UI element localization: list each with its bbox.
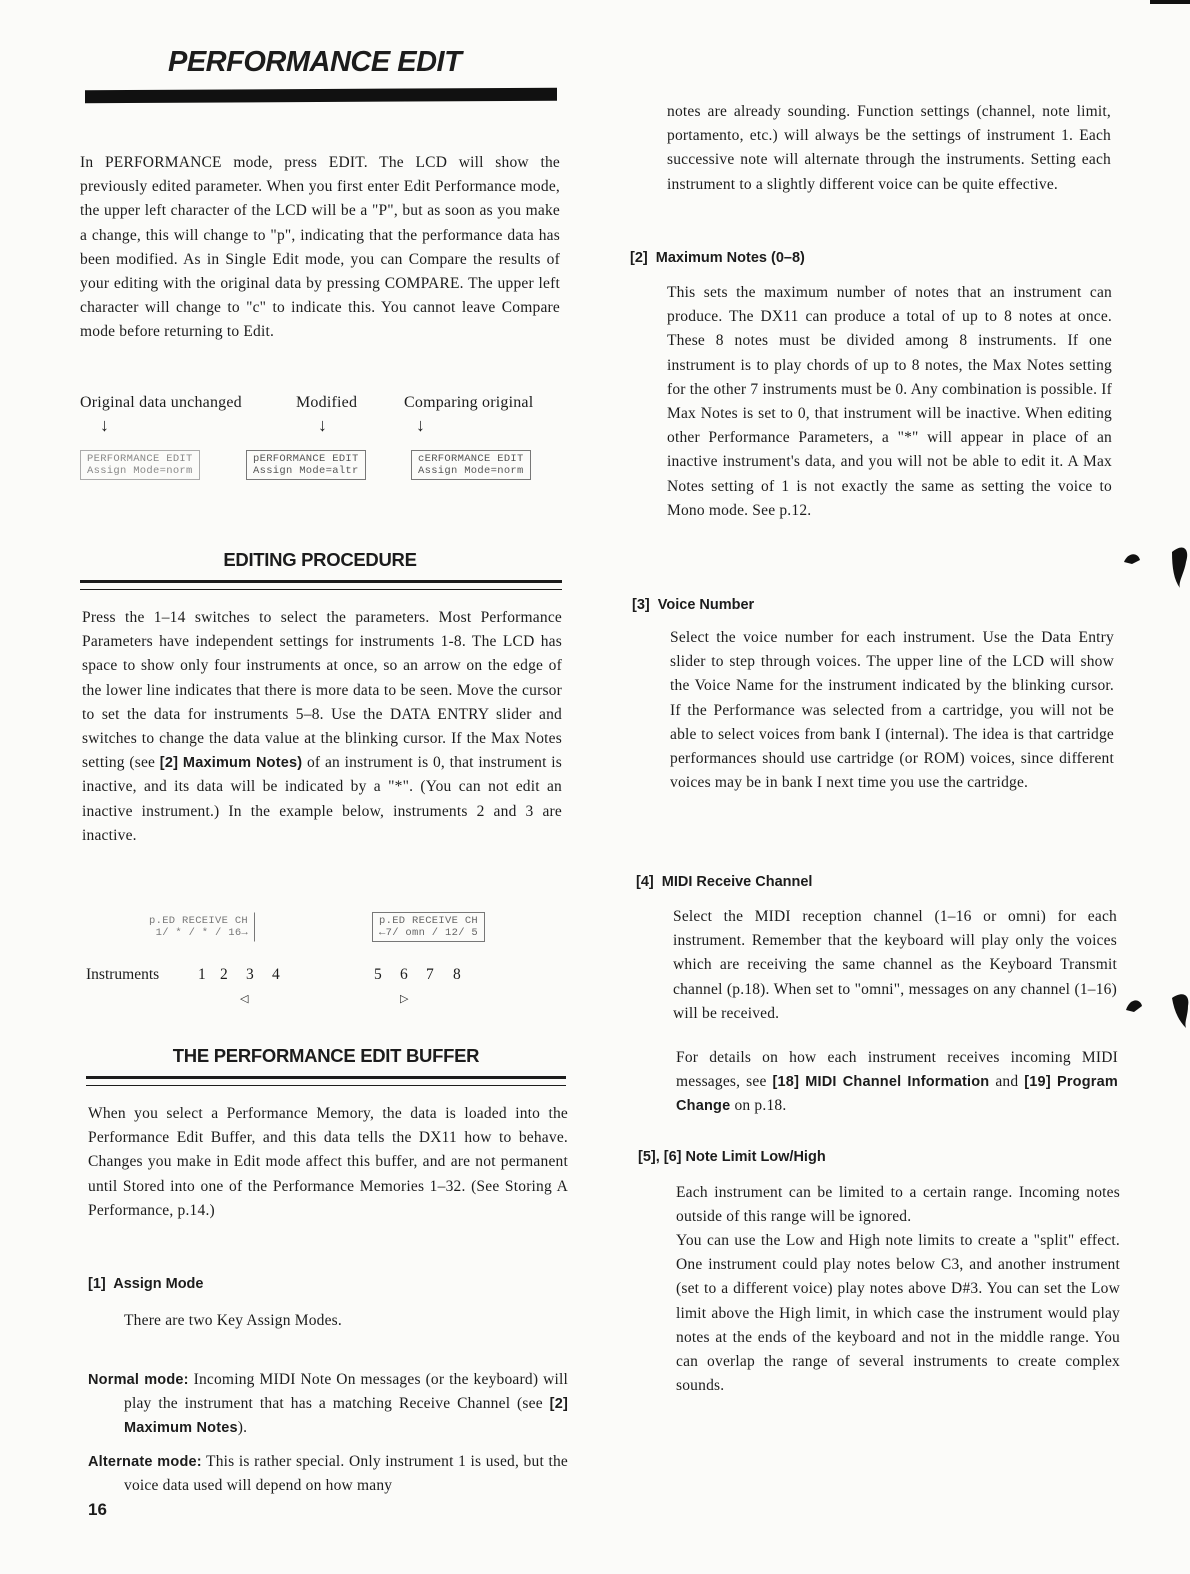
binding-mark [1118,540,1190,590]
voice-number-heading: [3] Voice Number [632,597,755,613]
program-change-ref: [19] Program Change [676,1074,1118,1115]
lcd-line-2: Assign Mode=altr [253,465,359,477]
alternate-mode-text: This is rather special. Only instrument 1 is used, but the voice data used will depend on how many [124,1453,569,1495]
section-rule [80,580,562,590]
title-bar [85,88,557,103]
normal-mode-paragraph [88,1368,568,1441]
voice-number-paragraph: Select the voice number for each instrument. Use the Data Entry slider to step through voices. The upper line of the LCD will show the Voice Name for the instrument indicated by the blinking cursor. If the Performance was selected from a cartridge, you will not be able to select voices from bank I (internal). The idea is that cartridge performances should use cartridge (or ROM) voices, since different voices may be in bank I next time you use the cartridge. [670,629,1114,792]
alternate-mode-paragraph [88,1450,568,1498]
section-rule [86,1076,566,1086]
lcd-screen-modified [246,450,366,480]
page-number: 16 [88,1500,107,1519]
lcd-line-2: Assign Mode=norm [418,465,524,477]
editing-procedure-paragraph [82,606,562,848]
lcd-receive-ch-left [142,912,255,942]
maximum-notes-heading: [2] Maximum Notes (0–8) [630,250,805,266]
midi-details-end: on p.18. [734,1097,787,1115]
normal-mode-text: Incoming MIDI Note On messages (or the keyboard) will play the instrument that has a matching Receive Channel (see [124,1371,568,1413]
right-arrow-icon: ▷ [400,992,409,1005]
lcd-line-1: cERFORMANCE EDIT [418,453,524,465]
maximum-notes-ref: [2] Maximum Notes) [159,755,303,772]
instrument-number: 7 [426,966,434,983]
page-title: PERFORMANCE EDIT [168,46,462,78]
lcd-line-2: Assign Mode=norm [87,465,193,477]
note-limit-split-paragraph: You can use the Low and High note limits to create a "split" effect. One instrument could play notes below C3, and another instrument (set to a different voice) play notes above D#3. You can set the Low limit above the High limit, in which case the instrument would play notes at the ends of the keyboard and not in the middle range. You can overlap the range of several instruments to create complex sounds. [676,1232,1120,1395]
instrument-number: 6 [400,966,408,983]
note-limit-heading: [5], [6] Note Limit Low/High [638,1149,826,1165]
lcd-line-2: ←7/ omn / 12/ 5 [379,927,479,939]
instrument-number: 1 [198,966,206,983]
lcd-receive-ch-right [372,912,485,942]
instrument-number: 4 [272,966,280,983]
maximum-notes-ref: [2] Maximum Notes [124,1396,568,1437]
midi-receive-paragraph: Select the MIDI reception channel (1–16 or omni) for each instrument. Remember that the keyboard will play only the voices which are receiving the same channel as the Keyboard Transmit channel (p.18). When set to "omni", messages on any channel (1–16) will be received. [673,908,1117,1022]
down-arrow-icon: ↓ [100,415,109,435]
lcd-screen-comparing [411,450,531,480]
binding-mark [1150,0,1190,4]
lcd-line-1: PERFORMANCE EDIT [87,453,193,465]
down-arrow-icon: ↓ [318,415,327,435]
intro-paragraph: In PERFORMANCE mode, press EDIT. The LCD will show the previously edited parameter. When you first enter Edit Performance mode, the upper left character of the LCD will be a "P", but as soon as you make a change, this will change to "p", indicating that the performance data has been modified. As in Single Edit mode, you can Compare the results of your editing with the original data by pressing COMPARE. The upper left character will change to "c" to indicate this. You cannot leave Compare mode before returning to Edit. [80,154,560,341]
alternate-mode-continuation: notes are already sounding. Function settings (channel, note limit, portamento, etc.) will always be the settings of instrument 1. Each successive note will alternate through the instruments. Setting each instrument to a slightly different voice can be quite effective. [667,103,1111,193]
editing-procedure-heading: EDITING PROCEDURE [223,549,417,570]
assign-mode-text: There are two Key Assign Modes. [124,1312,342,1329]
lcd-screen-original [80,450,200,480]
midi-channel-info-ref: [18] MIDI Channel Information [772,1074,990,1091]
normal-mode-end: ). [237,1419,248,1437]
lcd-line-1: p.ED RECEIVE CH [379,915,479,927]
maximum-notes-paragraph: This sets the maximum number of notes that an instrument can produce. The DX11 can produce a total of up to 8 notes at once. These 8 notes must be divided among 8 instruments. If one instrument is to play chords of up to 8 notes, the Max Notes setting for the other 7 instruments must be 0. Any combination is possible. If Max Notes is set to 0, that instrument will be inactive. When editing other Performance Parameters, a "*" will appear in place of an inactive instrument's data, and you will not be able to edit it. A Max Notes setting of 1 is not exactly the same as setting the voice to Mono mode. See p.12. [667,284,1112,519]
lcd-line-1: pERFORMANCE EDIT [253,453,359,465]
note-limit-paragraph: Each instrument can be limited to a certain range. Incoming notes outside of this range will be ignored. [676,1184,1120,1226]
edit-buffer-heading: THE PERFORMANCE EDIT BUFFER [172,1045,480,1066]
lcd-line-1: p.ED RECEIVE CH [149,915,249,927]
edit-buffer-paragraph: When you select a Performance Memory, the data is loaded into the Performance Edit Buffer, and this data tells the DX11 how to behave. Changes you make in Edit mode affect this buffer, and are not permanent until Stored into one of the Performance Memories 1–32. (See Storing A Performance, p.14.) [88,1105,568,1219]
instrument-number: 5 [374,966,382,983]
binding-mark [1122,990,1190,1030]
label-comparing-original: Comparing original [404,394,534,411]
midi-details-text: For details on how each instrument receives incoming MIDI messages, see [676,1049,1118,1091]
alternate-mode-label: Alternate mode: [88,1454,202,1470]
down-arrow-icon: ↓ [416,415,425,435]
label-original-unchanged: Original data unchanged [80,394,242,411]
assign-mode-heading: [1] Assign Mode [88,1276,204,1292]
midi-details-and: and [995,1073,1019,1091]
instrument-number: 8 [453,966,461,983]
instrument-number: 3 [246,966,254,983]
midi-receive-details [676,1046,1118,1119]
normal-mode-label: Normal mode: [88,1372,189,1388]
editing-text-a: Press the 1–14 switches to select the parameters. Most Performance Parameters have independent settings for instruments 1-8. The LCD has space to show only four instruments at once, so an arrow on the edge of the lower line indicates that there is more data to be seen. Move the cursor to set the data for instruments 5–8. Use the DATA ENTRY slider and switches to change the data value at the blinking cursor. If the Max Notes setting (see [82,609,562,772]
lcd-line-2: 1/ * / * / 16→ [149,927,249,939]
instrument-number: 2 [220,966,228,983]
left-arrow-icon: ◁ [240,992,249,1005]
instruments-label: Instruments [86,966,160,983]
editing-text-b: of an instrument is 0, that instrument is inactive, and its data will be indicated by a "*". (You can not edit an inactive instrument.) In the example below, instruments 2 and 3 are inactive. [82,754,563,844]
label-modified: Modified [296,394,358,411]
midi-receive-heading: [4] MIDI Receive Channel [636,874,813,890]
